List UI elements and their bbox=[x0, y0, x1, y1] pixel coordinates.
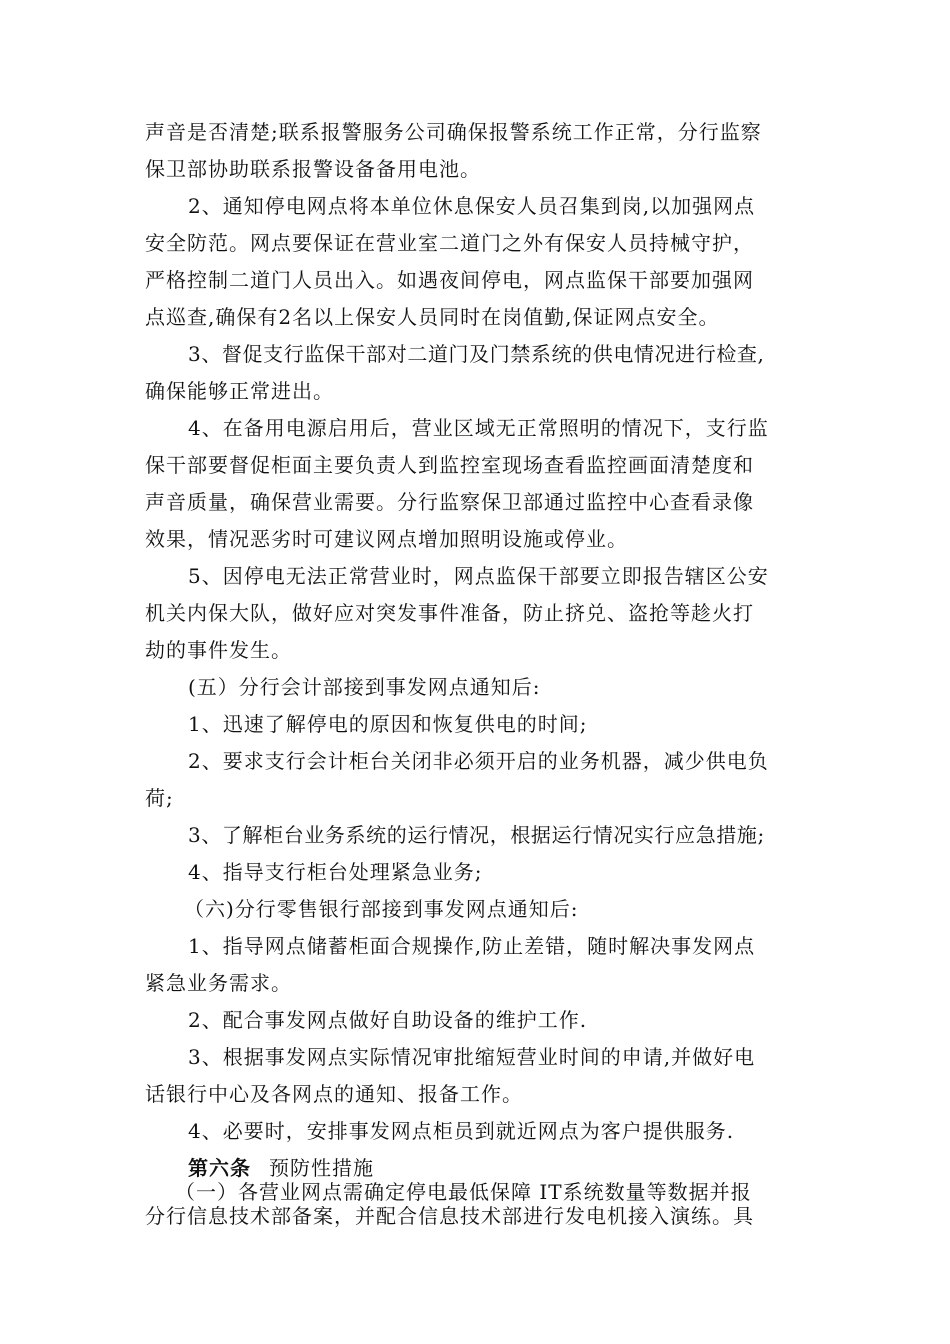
text-line: 分行信息技术部备案，并配合信息技术部进行发电机接入演练。具 bbox=[145, 1204, 754, 1228]
text-line: 效果，情况恶劣时可建议网点增加照明设施或停业。 bbox=[145, 527, 628, 551]
text-line: 声音质量，确保营业需要。分行监察保卫部通过监控中心查看录像 bbox=[145, 490, 754, 514]
article-label: 第六条 bbox=[188, 1156, 251, 1180]
text-line: 点巡查,确保有2名以上保安人员同时在岗值勤,保证网点安全。 bbox=[145, 305, 720, 329]
text-line: 5、因停电无法正常营业时，网点监保干部要立即报告辖区公安 bbox=[188, 564, 769, 588]
text-line: 4、在备用电源启用后，营业区域无正常照明的情况下，支行监 bbox=[188, 416, 769, 440]
text-line: 劫的事件发生。 bbox=[145, 638, 292, 662]
text-line: 1、指导网点储蓄柜面合规操作,防止差错，随时解决事发网点 bbox=[188, 934, 756, 958]
text-line: (五）分行会计部接到事发网点通知后: bbox=[188, 675, 541, 699]
text-line: 紧急业务需求。 bbox=[145, 971, 292, 995]
text-line: 荷; bbox=[145, 786, 174, 810]
text-line: 话银行中心及各网点的通知、报备工作。 bbox=[145, 1082, 523, 1106]
article-heading bbox=[188, 1155, 374, 1181]
article-title: 预防性措施 bbox=[269, 1156, 374, 1180]
text-line: 4、指导支行柜台处理紧急业务; bbox=[188, 860, 483, 884]
text-line: 3、督促支行监保干部对二道门及门禁系统的供电情况进行检查, bbox=[188, 342, 765, 366]
text-line: 安全防范。网点要保证在营业室二道门之外有保安人员持械守护， bbox=[145, 231, 754, 255]
text-line: 3、了解柜台业务系统的运行情况，根据运行情况实行应急措施; bbox=[188, 823, 765, 847]
text-line: 严格控制二道门人员出入。如遇夜间停电，网点监保干部要加强网 bbox=[145, 268, 754, 292]
text-line: 确保能够正常进出。 bbox=[145, 379, 334, 403]
text-line: 保卫部协助联系报警设备备用电池。 bbox=[145, 157, 481, 181]
text-line: （一）各营业网点需确定停电最低保障 IT系统数量等数据并报 bbox=[175, 1180, 752, 1204]
text-line: 声音是否清楚;联系报警服务公司确保报警系统工作正常，分行监察 bbox=[145, 120, 762, 144]
text-line: 2、要求支行会计柜台关闭非必须开启的业务机器，减少供电负 bbox=[188, 749, 769, 773]
text-line: 机关内保大队，做好应对突发事件准备，防止挤兑、盗抢等趁火打 bbox=[145, 601, 754, 625]
text-line: 1、迅速了解停电的原因和恢复供电的时间; bbox=[188, 712, 588, 736]
text-line: 2、通知停电网点将本单位休息保安人员召集到岗,以加强网点 bbox=[188, 194, 756, 218]
text-line: （六)分行零售银行部接到事发网点通知后: bbox=[184, 897, 579, 921]
text-line: 3、根据事发网点实际情况审批缩短营业时间的申请,并做好电 bbox=[188, 1045, 756, 1069]
text-line: 保干部要督促柜面主要负责人到监控室现场查看监控画面清楚度和 bbox=[145, 453, 754, 477]
text-line: 4、必要时，安排事发网点柜员到就近网点为客户提供服务. bbox=[188, 1119, 735, 1143]
text-line: 2、配合事发网点做好自助设备的维护工作. bbox=[188, 1008, 588, 1032]
